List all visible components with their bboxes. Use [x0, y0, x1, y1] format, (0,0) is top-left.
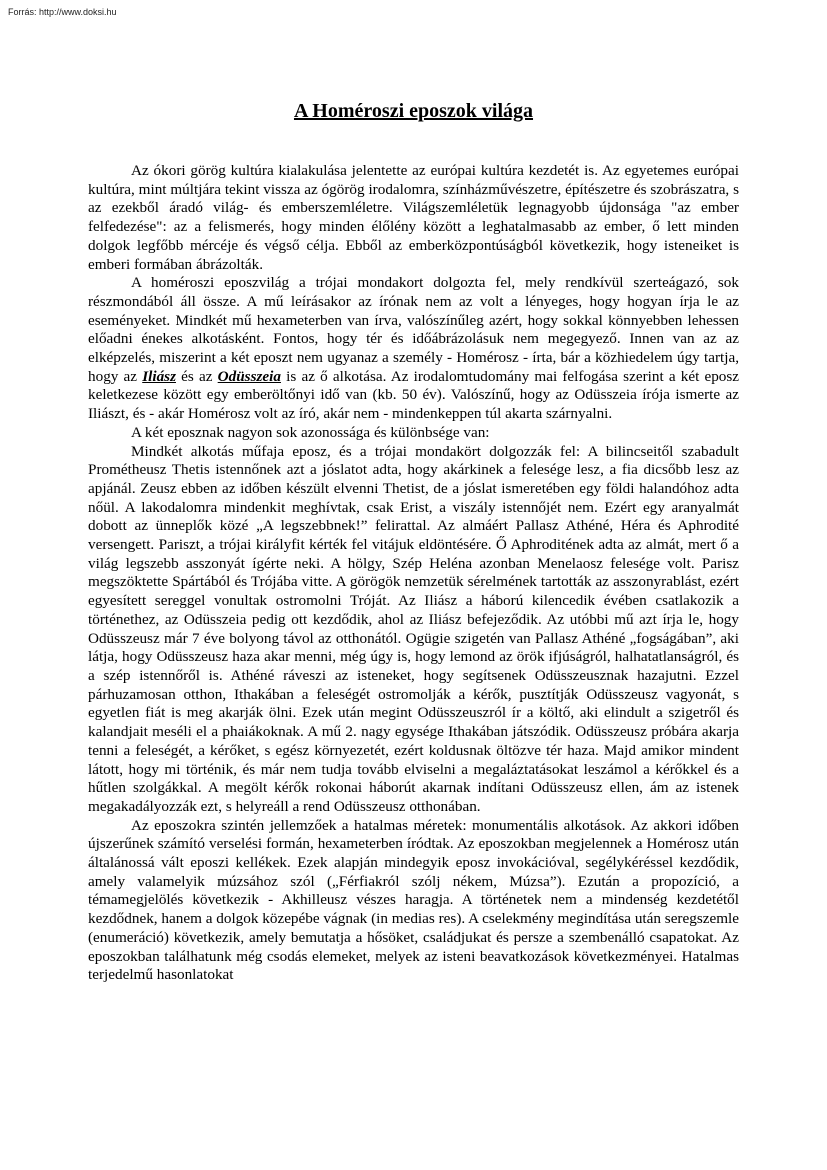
paragraph-4: Mindkét alkotás műfaja eposz, és a trójai mondakört dolgozzák fel: A bilincseitől szabadult Prométheusz Thetis istennőnek azt a jóslatot adta, hogy akárkinek a felesége lesz, a fia dicsőbb lesz az apjánál. Zeusz ebben az időben készült elvenni Thetist, de a jóslat ismeretében egy földi halandóhoz adta nőül. A lakodalomra mindenkit meghívtak, csak Erist, a viszály istennőjét nem. Ezért egy aranyalmát dobott az ünneplők közé „A legszebbnek!” felirattal. Az almáért Pallasz Athéné, Héra és Aphrodité versengett. Pariszt, a trójai királyfit kérték fel vitájuk eldöntésére. Ő Aphroditének adta az almát, mert ő a világ legszebb asszonyát ígérte neki. A hölgy, Szép Heléna azonban Menelaosz felesége volt. Parisz megszöktette Spártából és Trójába vitte. A görögök nemzetük sérelmének tartották az asszonyrablást, ezért egyesített sereggel vonultak ostromolni Tróját. Az Iliász a háború kilencedik évében csatlakozik a történethez, az Odüsszeia pedig ott kezdődik, ahol az Iliász befejeződik. Az utóbbi mű azt írja le, hogy Odüsszeusz már 7 éve bolyong távol az otthonától. Ogügie szigetén van Pallasz Athéné „fogságában”, aki látja, hogy Odüsszeusz haza akar menni, még úgy is, hogy lemond az örök ifjúságról, halhatatlanságról, és a szép istennőről is. Athéné ráveszi az isteneket, hogy segítsenek Odüsszeusznak hazajutni. Ezzel párhuzamosan otthon, Ithakában a feleségét ostromolják a kérők, pusztítják Odüsszeusz vagyonát, s egyetlen fiát is meg akarják ölni. Ezek után megint Odüsszeuszról ír a költő, aki elindult a szigetről és kalandjait meséli el a phaiákoknak. A mű 2. nagy egysége Ithakában játszódik. Odüsszeusz próbára akarja tenni a feleségét, a kérőket, s egész környezetét, ezért koldusnak öltözve tér haza. Majd amikor mindent látott, hogy mi történik, és már nem tudja tovább elviselni a megaláztatásokat leszámol a kérőkkel és a hűtlen szolgákkal. A megölt kérők rokonai háborút akarnak indítani Odüsszeusz ellen, ám az istenek megakadályozzák ezt, s helyreáll a rend Odüsszeusz otthonában. — [88, 442, 739, 815]
document-body — [88, 162, 739, 985]
paragraph-2-text-c: is az ő alkotása. Az irodalomtudomány mai felfogása szerint a két eposz keletkezese között egy emberöltőnyi idő van (kb. 50 év). Valószínű, hogy az Odüsszeia írója ismerte az Iliászt, és - akár Homérosz volt az író, akár nem - mindenkeppen túl akarta szárnyalni. — [88, 367, 740, 423]
source-note: Forrás: http://www.doksi.hu — [8, 7, 117, 17]
paragraph-2 — [88, 274, 739, 424]
paragraph-1: Az ókori görög kultúra kialakulása jelentette az európai kultúra kezdetét is. Az egyetemes európai kultúra, mint múltjára tekint vissza az ógörög irodalomra, színházművészetre, építészetre és szobrászatra, s az ezekből áradó világ- és emberszemléletre. Világszemléletük legnagyobb újdonsága "az ember felfedezése": az a felismerés, hogy minden élőlény között a leghatalmasabb az ember, ő lett minden dolgok legfőbb mércéje és végső célja. Ebből az emberközpontúságból következik, hogy isteneiket is emberi formában ábrázolták. — [88, 162, 739, 273]
paragraph-2-text-a: A homéroszi eposzvilág a trójai mondakort dolgozta fel, mely rendkívül szerteágazó, sok részmondából áll össze. A mű leírásakor az írónak nem az volt a lényeges, hogy hogyan írja le az eseményeket. Mindkét mű hexameterben van írva, valószínűleg azért, hogy sokkal könnyebben lehessen előadni énekes alkotásként. Fontos, hogy tér és időábrázolásuk nem megegyező. Innen van az az elképzelés, miszerint a két eposzt nem ugyanaz a személy - Homérosz - írta, bár a közhiedelem úgy tartja, hogy az — [88, 274, 739, 385]
odusszeia-reference: Odüsszeia — [217, 367, 281, 385]
paragraph-3: A két eposznak nagyon sok azonossága és különbsége van: — [131, 423, 490, 441]
paragraph-5: Az eposzokra szintén jellemzőek a hatalmas méretek: monumentális alkotások. Az akkori időben újszerűnek számító verselési formán, hexameterben íródtak. Az eposzokban megjelennek a Homérosz után általánossá vált eposzi kellékek. Ezek alapján mindegyik eposz invokációval, segélykéréssel kezdődik, amely valamelyik múzsához szól („Férfiakról szólj nékem, Múzsa”). Ezután a propozíció, a témamegjelölés következik - Akhilleusz vészes haragja. A történetek nem a mindenség kezdetétől kezdődnek, hanem a dolgok közepébe vágnak (in medias res). A cselekmény megindítása után seregszemle (enumeráció) következik, amely bemutatja a hősöket, családjukat és persze a szembenálló csapatokat. Az eposzokban találhatunk még csodás elemeket, melyek az isteni beavatkozások következményei. Hatalmas terjedelmű hasonlatokat — [88, 816, 739, 984]
page-title: A Homéroszi eposzok világa — [293, 100, 534, 122]
iliasz-reference: Iliász — [142, 367, 176, 385]
paragraph-2-text-b: és az — [181, 367, 213, 385]
